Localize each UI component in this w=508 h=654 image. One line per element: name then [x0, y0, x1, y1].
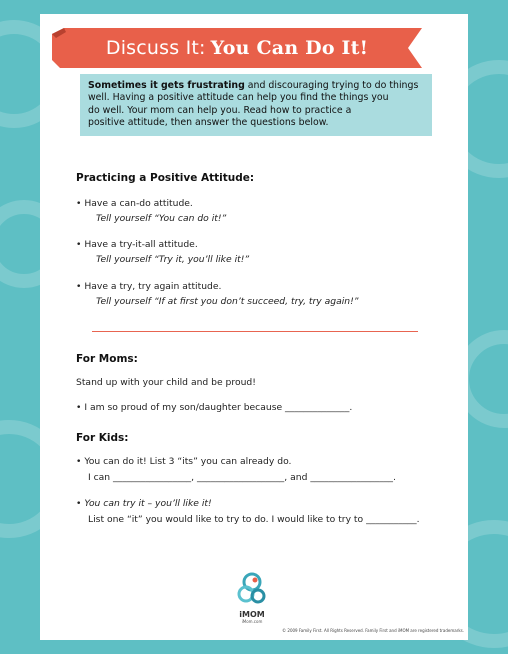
- intro-text: do well. Your mom can help you. Read how to practice a: [88, 104, 352, 116]
- section-heading-kids: For Kids:: [76, 432, 129, 444]
- imom-logo: [228, 570, 276, 626]
- moms-fill-in[interactable]: • I am so proud of my son/daughter because ______________.: [76, 402, 353, 413]
- intro-text: and discouraging trying to do things: [244, 80, 419, 91]
- intro-bold-lead: Sometimes it gets frustrating: [88, 80, 245, 91]
- section-heading-moms: For Moms:: [76, 353, 138, 365]
- intro-text: well. Having a positive attitude can help you find the things you: [88, 92, 389, 104]
- kids-prompt: • You can do it! List 3 “its” you can already do.: [76, 456, 292, 467]
- logo-name: iMOM: [239, 610, 265, 619]
- practice-bullet: • Have a try, try again attitude.: [76, 281, 222, 292]
- moms-instruction: Stand up with your child and be proud!: [76, 377, 256, 388]
- title-banner: [52, 28, 422, 68]
- kids-fill-in[interactable]: List one “it” you would like to try to do. I would like to try to ___________.: [88, 514, 420, 525]
- practice-tip: Tell yourself “If at first you don’t succeed, try, try again!”: [96, 296, 359, 307]
- practice-bullet: • Have a try-it-all attitude.: [76, 239, 198, 250]
- kids-prompt: • You can try it – you’ll like it!: [76, 498, 212, 509]
- section-heading-practicing: Practicing a Positive Attitude:: [76, 172, 255, 184]
- title-prefix: Discuss It:: [105, 37, 206, 59]
- page-title: [52, 28, 422, 68]
- practice-tip: Tell yourself “You can do it!”: [96, 213, 227, 224]
- logo-url: iMom.com: [241, 619, 263, 624]
- copyright-notice: © 2009 Family First. All Rights Reserved. Family First and iMOM are registered trademarks.: [282, 628, 464, 633]
- title-emphasis: You Can Do It!: [210, 37, 369, 59]
- practice-tip: Tell yourself “Try it, you’ll like it!”: [96, 254, 250, 265]
- kids-fill-in[interactable]: I can _________________, ___________________, and __________________.: [88, 472, 396, 483]
- imom-swirl-icon: [228, 570, 276, 608]
- section-divider: [92, 331, 418, 332]
- practice-bullet: • Have a can-do attitude.: [76, 198, 193, 209]
- intro-text: positive attitude, then answer the questions below.: [88, 117, 329, 129]
- intro-box: [80, 74, 432, 136]
